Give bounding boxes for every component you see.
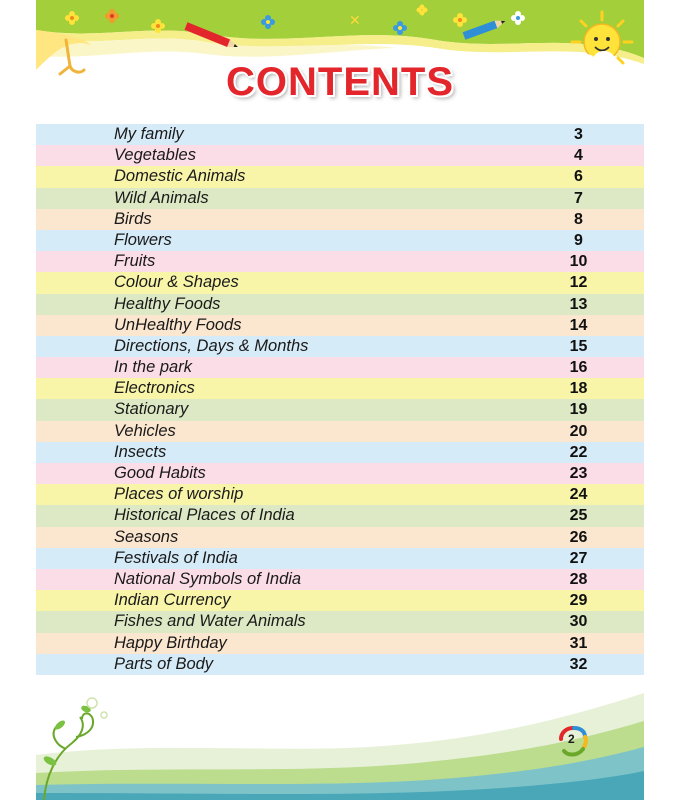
toc-row [36,209,644,230]
toc-entry-title: Historical Places of India [114,506,295,525]
toc-entry-page-number: 7 [574,189,583,207]
toc-entry-page-number: 12 [569,274,588,292]
toc-entry-title: Fishes and Water Animals [114,612,306,631]
toc-row [36,251,644,272]
toc-row [36,590,644,611]
flower-icon [349,13,361,29]
toc-row [36,230,644,251]
table-of-contents [36,124,644,675]
toc-entry-page-number: 26 [569,528,588,546]
toc-entry-page-number: 27 [569,549,588,567]
toc-entry-page-number: 23 [569,465,588,482]
toc-row [36,294,644,315]
toc-row [36,569,644,590]
toc-row [36,505,644,526]
toc-entry-title: Festivals of India [114,548,238,567]
toc-row [36,484,644,505]
toc-entry-page-number: 32 [569,655,588,673]
toc-entry-page-number: 14 [569,316,588,334]
toc-entry-page-number: 29 [569,592,588,610]
toc-row [36,548,644,569]
toc-row [36,442,644,463]
toc-entry-page-number: 6 [574,168,583,186]
toc-entry-title: Fruits [114,252,156,271]
toc-row [36,336,644,357]
toc-row [36,378,644,399]
toc-entry-page-number: 20 [569,422,588,440]
book-page [36,0,644,800]
toc-entry-title: Wild Animals [114,188,209,207]
toc-entry-page-number: 30 [569,613,588,631]
toc-entry-page-number: 8 [574,210,583,228]
toc-row [36,654,644,675]
toc-entry-title: Healthy Foods [114,294,221,313]
svg-text:✕: ✕ [349,13,361,29]
toc-entry-title: Electronics [114,379,195,398]
toc-row [36,272,644,293]
toc-entry-title: Vegetables [114,146,196,165]
toc-entry-page-number: 4 [574,147,583,165]
page-number: 2 [568,732,575,746]
toc-row [36,124,644,145]
toc-entry-page-number: 18 [569,380,588,398]
toc-entry-title: Flowers [114,230,172,249]
toc-row [36,421,644,442]
toc-entry-page-number: 16 [569,359,588,377]
toc-entry-page-number: 15 [569,337,588,355]
toc-row [36,315,644,336]
toc-entry-page-number: 3 [574,126,583,143]
toc-row [36,463,644,484]
toc-entry-title: My family [114,125,184,143]
toc-entry-title: Domestic Animals [114,167,246,186]
toc-row [36,611,644,632]
toc-entry-page-number: 10 [569,253,588,271]
toc-entry-page-number: 31 [569,634,588,652]
toc-entry-title: In the park [114,358,192,377]
toc-row [36,399,644,420]
toc-entry-title: Seasons [114,527,179,546]
footer-decoration [36,685,644,800]
toc-entry-page-number: 24 [569,486,588,504]
toc-row [36,527,644,548]
page-title: CONTENTS [226,60,454,104]
toc-entry-title: Parts of Body [114,654,214,673]
toc-entry-page-number: 19 [569,401,588,419]
toc-entry-page-number: 9 [574,231,583,249]
toc-row [36,145,644,166]
bubble-icon [87,698,97,708]
toc-entry-title: Places of worship [114,485,244,504]
toc-row [36,166,644,187]
bubble-icon [101,712,107,718]
toc-entry-title: Birds [114,209,152,228]
toc-entry-page-number: 13 [569,295,588,313]
toc-entry-title: Stationary [114,400,189,419]
toc-entry-title: Vehicles [114,421,176,440]
toc-row [36,357,644,378]
toc-entry-title: UnHealthy Foods [114,315,242,334]
toc-entry-page-number: 25 [569,507,588,525]
toc-row [36,633,644,654]
toc-entry-title: Happy Birthday [114,633,227,652]
toc-entry-title: Directions, Days & Months [114,336,309,355]
toc-entry-title: Good Habits [114,464,206,482]
toc-entry-title: Insects [114,442,167,461]
toc-entry-title: Indian Currency [114,591,231,610]
toc-entry-title: National Symbols of India [114,569,302,588]
toc-entry-page-number: 28 [569,570,588,588]
toc-entry-page-number: 22 [569,443,588,461]
toc-row [36,188,644,209]
toc-entry-title: Colour & Shapes [114,273,239,292]
